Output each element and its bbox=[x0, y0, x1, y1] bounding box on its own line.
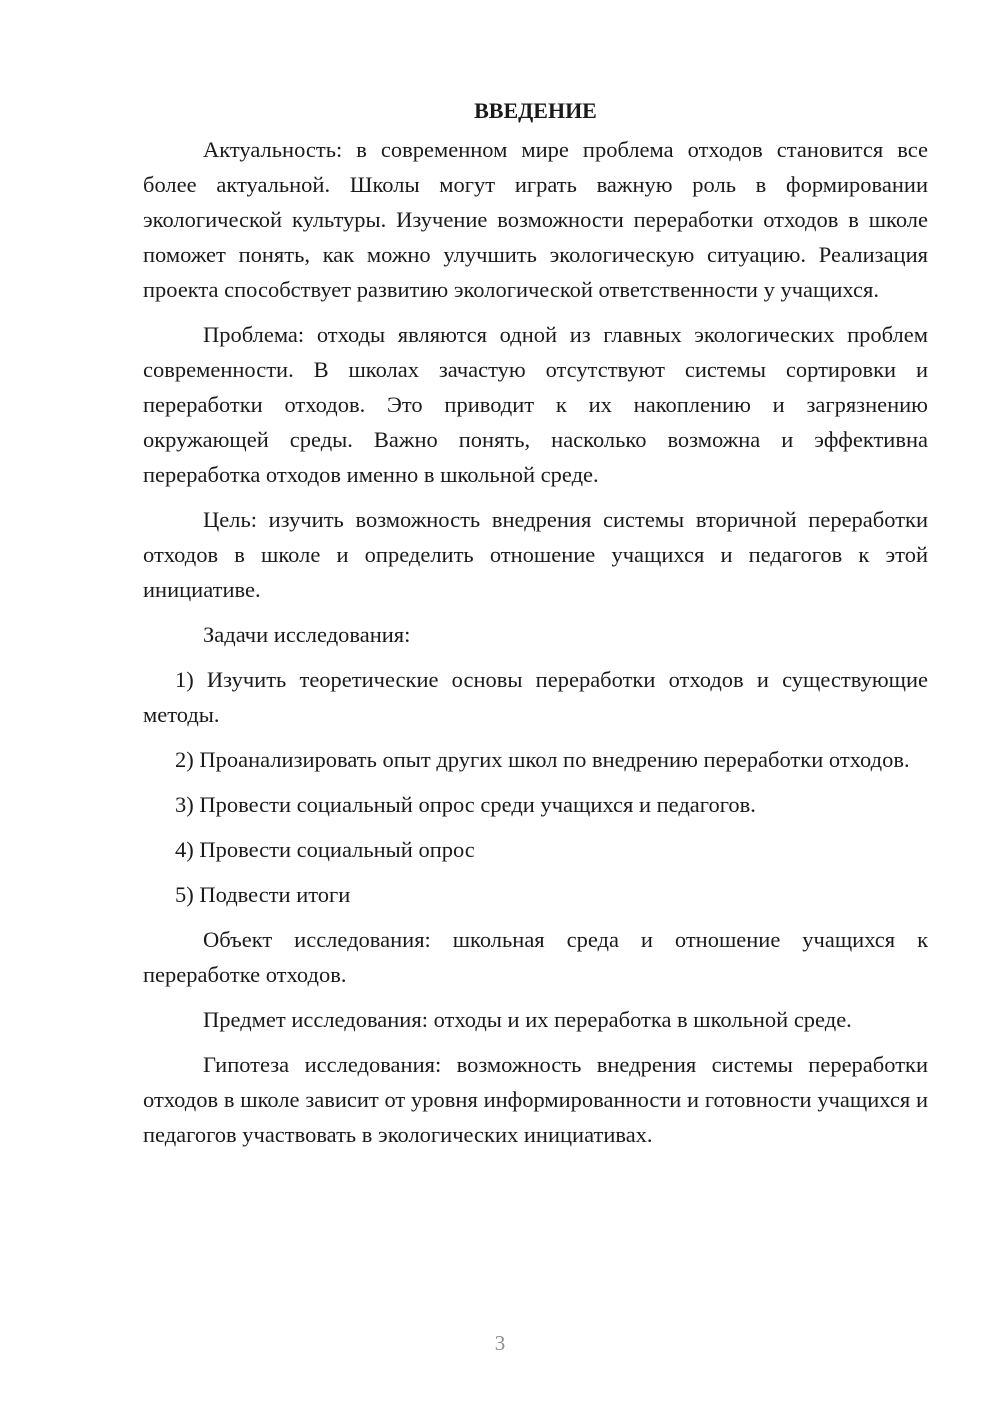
paragraph-relevance: Актуальность: в современном мире проблема отходов становится все более актуальной. Школы могут играть важную роль в формировании экологической культуры. Изучение возможности переработки отходов в школе поможет понять, как можно улучшить экологическую ситуацию. Реализация проекта способствует развитию экологической ответственности у учащихся. bbox=[143, 137, 928, 302]
paragraph-goal: Цель: изучить возможность внедрения системы вторичной переработки отходов в школе и определить отношение учащихся и педагогов к этой инициативе. bbox=[143, 507, 928, 602]
paragraph-subject: Предмет исследования: отходы и их переработка в школьной среде. bbox=[203, 1007, 852, 1032]
page-number: 3 bbox=[494, 1331, 506, 1355]
paragraph-hypothesis: Гипотеза исследования: возможность внедрения системы переработки отходов в школе зависит от уровня информированности и готовности учащихся и педагогов участвовать в экологических инициативах. bbox=[143, 1052, 928, 1147]
tasks-title: Задачи исследования: bbox=[203, 622, 411, 647]
paragraph-problem: Проблема: отходы являются одной из главных экологических проблем современности. В школах зачастую отсутствуют системы сортировки и переработки отходов. Это приводит к их накоплению и загрязнению окружающей среды. Важно понять, насколько возможна и эффективна переработка отходов именно в школьной среде. bbox=[143, 322, 928, 487]
task-item-4: 4) Провести социальный опрос bbox=[175, 837, 475, 862]
page-heading: ВВЕДЕНИЕ bbox=[474, 98, 597, 123]
page-content bbox=[143, 92, 928, 1162]
task-item-5: 5) Подвести итоги bbox=[175, 882, 351, 907]
task-item-3: 3) Провести социальный опрос среди учащихся и педагогов. bbox=[175, 792, 756, 817]
task-item-2: 2) Проанализировать опыт других школ по внедрению переработки отходов. bbox=[175, 747, 910, 772]
paragraph-object: Объект исследования: школьная среда и отношение учащихся к переработке отходов. bbox=[143, 927, 928, 987]
task-item-1: 1) Изучить теоретические основы переработки отходов и существующие методы. bbox=[143, 667, 928, 727]
